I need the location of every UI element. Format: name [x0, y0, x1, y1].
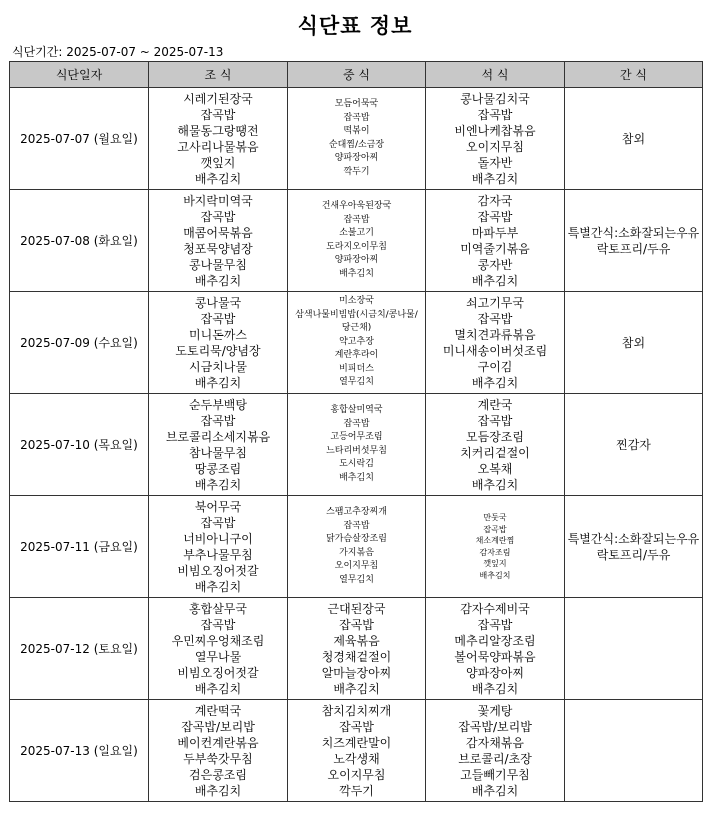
menu-item: 배추김치 — [194, 273, 242, 288]
menu-item: 청경채겉절이 — [321, 649, 392, 664]
menu-item: 땅콩조림 — [194, 461, 242, 476]
menu-item: 감자채볶음 — [466, 735, 524, 750]
menu-item: 고사리나물볶음 — [177, 139, 259, 154]
menu-item: 건새우아욱된장국 — [321, 201, 392, 211]
menu-item: 노각생채 — [333, 751, 380, 766]
menu-item: 홍합살무국 — [189, 601, 247, 616]
menu-item: 꽃게탕 — [477, 703, 513, 718]
breakfast-menu — [149, 91, 287, 187]
menu-item: 배추김치 — [333, 681, 380, 696]
menu-item: 잡곡밥 — [477, 107, 513, 122]
menu-item: 잡곡밥/보리밥 — [181, 719, 255, 734]
dinner-menu — [426, 703, 564, 799]
lunch-cell — [288, 190, 426, 292]
menu-item: 잡곡밥 — [483, 524, 507, 534]
header-snack: 간 식 — [565, 62, 703, 88]
menu-item: 삼색나물비빔밥(시금치/콩나물/ — [295, 309, 418, 320]
dinner-menu — [426, 397, 564, 493]
menu-item: 검은콩조림 — [189, 767, 247, 782]
menu-item: 매콤어묵볶음 — [183, 225, 253, 240]
menu-item: 북어무국 — [194, 499, 242, 514]
menu-item: 계란국 — [477, 397, 513, 412]
menu-item: 미니새송이버섯조림 — [442, 343, 548, 358]
menu-item: 당근채) — [341, 323, 372, 334]
menu-item: 오이지무침 — [327, 767, 386, 782]
meal-date: 2025-07-11 (금요일) — [10, 496, 149, 598]
menu-item: 계란떡국 — [194, 703, 242, 718]
menu-item: 잡곡밥 — [343, 520, 370, 531]
table-row — [10, 598, 703, 700]
menu-item: 배추김치 — [471, 477, 519, 492]
menu-item: 메추리알장조림 — [454, 633, 536, 648]
menu-item: 배추김치 — [471, 171, 519, 186]
dinner-cell — [426, 394, 565, 496]
menu-item: 너비아니구이 — [183, 531, 253, 546]
menu-item: 브로콜리소세지볶음 — [165, 429, 271, 444]
breakfast-menu — [149, 601, 287, 697]
menu-item: 잡곡밥 — [200, 413, 236, 428]
lunch-cell — [288, 394, 426, 496]
menu-item: 잡곡밥 — [477, 311, 513, 326]
breakfast-menu — [149, 703, 287, 799]
menu-item: 멸치견과류볶음 — [454, 327, 536, 342]
table-row — [10, 190, 703, 292]
dinner-cell — [426, 190, 565, 292]
breakfast-cell — [149, 598, 288, 700]
menu-item: 배추김치 — [194, 477, 242, 492]
menu-item: 열무나물 — [194, 649, 242, 664]
menu-item: 잡곡밥 — [339, 617, 374, 632]
breakfast-cell — [149, 292, 288, 394]
meal-table-body — [10, 88, 703, 802]
lunch-cell — [288, 598, 426, 700]
menu-item: 시금치나물 — [189, 359, 247, 374]
meal-date: 2025-07-13 (일요일) — [10, 700, 149, 802]
menu-item: 모듬장조림 — [466, 429, 524, 444]
menu-item: 배추김치 — [194, 681, 242, 696]
menu-item: 채소계란찜 — [475, 536, 515, 545]
menu-item: 배추김치 — [339, 472, 374, 483]
menu-item: 가지볶음 — [339, 547, 374, 558]
menu-item: 감자수제비국 — [460, 601, 530, 616]
menu-item: 잡곡밥 — [477, 209, 513, 224]
lunch-menu — [288, 98, 425, 179]
meal-date: 2025-07-08 (화요일) — [10, 190, 149, 292]
meal-date: 2025-07-12 (토요일) — [10, 598, 149, 700]
menu-item: 계란후라이 — [334, 350, 379, 361]
snack-item: 특별간식:소화잘되는우유 — [567, 531, 700, 546]
snack-cell — [565, 190, 703, 292]
menu-item: 양파장아찌 — [334, 255, 379, 265]
menu-item: 미역줄기볶음 — [460, 241, 530, 256]
menu-item: 배추김치 — [194, 579, 242, 594]
meal-table — [9, 61, 703, 802]
menu-item: 비엔나케찹볶음 — [454, 123, 536, 138]
breakfast-menu — [149, 295, 287, 391]
menu-item: 잡곡밥 — [200, 209, 236, 224]
menu-item: 바지락미역국 — [183, 193, 253, 208]
menu-item: 배추김치 — [479, 570, 511, 580]
menu-item: 배추김치 — [339, 268, 374, 279]
menu-item: 우민찌우엉채조림 — [171, 633, 265, 648]
breakfast-cell — [149, 394, 288, 496]
dinner-menu — [426, 295, 564, 391]
table-header-row — [10, 62, 703, 88]
dinner-cell — [426, 88, 565, 190]
dinner-cell — [426, 598, 565, 700]
menu-item: 깻잎지 — [483, 559, 507, 568]
menu-item: 비빔오징어젓갈 — [177, 665, 259, 680]
menu-item: 순두부백탕 — [189, 397, 247, 412]
menu-item: 마파두부 — [471, 225, 519, 240]
menu-item: 배추김치 — [194, 171, 242, 186]
menu-item: 잡곡밥 — [477, 617, 513, 632]
lunch-cell — [288, 88, 426, 190]
menu-item: 참나물무침 — [189, 445, 247, 460]
menu-item: 감자조림 — [479, 547, 511, 557]
menu-item: 제육볶음 — [333, 633, 380, 648]
meal-period: 식단기간: 2025-07-07 ~ 2025-07-13 — [12, 45, 224, 59]
menu-item: 잡곡밥 — [200, 107, 236, 122]
snack-item: 참외 — [621, 335, 646, 350]
menu-item: 소불고기 — [339, 228, 374, 238]
header-dinner: 석 식 — [426, 62, 565, 88]
lunch-menu — [288, 295, 425, 390]
menu-item: 깍두기 — [343, 166, 370, 177]
menu-item: 만둣국 — [483, 513, 507, 522]
lunch-menu — [288, 506, 425, 587]
menu-item: 쇠고기무국 — [466, 295, 524, 310]
menu-item: 해물동그랑땡전 — [177, 123, 259, 138]
menu-item: 도시락김 — [339, 459, 374, 469]
menu-item: 고들빼기무침 — [460, 767, 530, 782]
snack-item: 참외 — [621, 131, 646, 146]
menu-item: 느타리버섯무침 — [326, 445, 387, 456]
snack-cell — [565, 88, 703, 190]
menu-item: 치즈계란말이 — [321, 735, 392, 750]
menu-item: 닭가슴살장조림 — [326, 534, 387, 544]
menu-item: 오복채 — [477, 461, 513, 476]
lunch-cell — [288, 700, 426, 802]
menu-item: 잡곡밥 — [200, 515, 236, 530]
menu-item: 배추김치 — [471, 375, 519, 390]
meal-date: 2025-07-07 (월요일) — [10, 88, 149, 190]
menu-item: 참치김치찌개 — [321, 703, 392, 718]
menu-item: 열무김치 — [339, 377, 374, 388]
menu-item: 오이지무침 — [334, 561, 379, 571]
dinner-cell — [426, 292, 565, 394]
menu-item: 모듬어묵국 — [334, 99, 379, 109]
dinner-cell — [426, 496, 565, 598]
menu-item: 볼어묵양파볶음 — [454, 649, 536, 664]
menu-item: 배추김치 — [471, 273, 519, 288]
table-row — [10, 394, 703, 496]
menu-item: 잡곡밥 — [343, 112, 370, 123]
menu-item: 부추나물무침 — [183, 547, 253, 562]
snack-item: 특별간식:소화잘되는우유 — [567, 225, 700, 240]
lunch-menu — [288, 703, 425, 799]
menu-item: 잡곡밥/보리밥 — [458, 719, 532, 734]
menu-item: 배추김치 — [194, 375, 242, 390]
menu-item: 깍두기 — [339, 783, 374, 798]
snack-item: 락토프리/두유 — [596, 547, 671, 562]
menu-item: 깻잎지 — [200, 155, 236, 170]
breakfast-cell — [149, 190, 288, 292]
menu-item: 돌자반 — [477, 155, 513, 170]
menu-item: 열무김치 — [339, 574, 374, 585]
menu-item: 콩나물무침 — [189, 257, 247, 272]
header-lunch: 중 식 — [288, 62, 426, 88]
dinner-cell — [426, 700, 565, 802]
menu-item: 잡곡밥 — [200, 311, 236, 326]
snack-cell — [565, 496, 703, 598]
snack-cell — [565, 598, 703, 700]
menu-item: 미소장국 — [339, 296, 374, 307]
snack-cell — [565, 394, 703, 496]
lunch-menu — [288, 404, 425, 485]
lunch-cell — [288, 496, 426, 598]
snack-item: 락토프리/두유 — [596, 241, 671, 256]
header-date: 식단일자 — [10, 62, 149, 88]
menu-item: 비빔오징어젓갈 — [177, 563, 259, 578]
dinner-menu — [426, 91, 564, 187]
dinner-menu — [426, 512, 564, 581]
menu-item: 잡곡밥 — [339, 719, 374, 734]
menu-item: 잡곡밥 — [200, 617, 236, 632]
breakfast-menu — [149, 499, 287, 595]
menu-item: 두부쑥갓무침 — [183, 751, 253, 766]
menu-item: 치커리겉절이 — [460, 445, 530, 460]
menu-item: 홍합살미역국 — [330, 405, 383, 415]
snack-item: 찐감자 — [616, 437, 651, 452]
menu-item: 콩자반 — [477, 257, 513, 272]
menu-item: 시레기된장국 — [183, 91, 253, 106]
menu-item: 양파장아찌 — [466, 665, 524, 680]
menu-item: 베이컨계란볶음 — [177, 735, 259, 750]
dinner-menu — [426, 193, 564, 289]
menu-item: 구이김 — [477, 359, 513, 374]
table-row — [10, 496, 703, 598]
menu-item: 스팸고추장찌개 — [326, 507, 387, 517]
lunch-menu — [288, 601, 425, 697]
menu-item: 잡곡밥 — [343, 418, 370, 429]
menu-item: 배추김치 — [471, 681, 519, 696]
menu-item: 순대찜/소금장 — [328, 139, 385, 150]
page-title: 식단표 정보 — [297, 14, 413, 38]
menu-item: 브로콜리/초장 — [458, 751, 532, 766]
menu-item: 청포묵양념장 — [183, 241, 253, 256]
table-row — [10, 88, 703, 190]
breakfast-cell — [149, 700, 288, 802]
meal-date: 2025-07-10 (목요일) — [10, 394, 149, 496]
menu-item: 콩나물국 — [194, 295, 242, 310]
snack-cell — [565, 292, 703, 394]
menu-item: 도라지오이무침 — [326, 241, 387, 252]
breakfast-menu — [149, 193, 287, 289]
lunch-cell — [288, 292, 426, 394]
menu-item: 고등어무조림 — [330, 432, 383, 442]
table-row — [10, 292, 703, 394]
menu-item: 잡곡밥 — [343, 214, 370, 225]
menu-item: 오이지무침 — [466, 139, 524, 154]
table-row — [10, 700, 703, 802]
snack-cell — [565, 700, 703, 802]
menu-item: 배추김치 — [471, 783, 519, 798]
breakfast-cell — [149, 88, 288, 190]
meal-date: 2025-07-09 (수요일) — [10, 292, 149, 394]
menu-item: 도토리묵/양념장 — [175, 343, 261, 358]
menu-item: 양파장아찌 — [334, 153, 379, 163]
menu-item: 콩나물김치국 — [460, 91, 530, 106]
menu-item: 비피더스 — [339, 363, 374, 374]
header-breakfast: 조 식 — [149, 62, 288, 88]
menu-item: 떡볶이 — [343, 126, 370, 136]
lunch-menu — [288, 200, 425, 281]
menu-item: 잡곡밥 — [477, 413, 513, 428]
menu-item: 미니돈까스 — [189, 327, 247, 342]
menu-item: 약고추장 — [339, 336, 374, 347]
menu-item: 근대된장국 — [327, 601, 386, 616]
menu-item: 배추김치 — [194, 783, 242, 798]
breakfast-cell — [149, 496, 288, 598]
dinner-menu — [426, 601, 564, 697]
breakfast-menu — [149, 397, 287, 493]
menu-item: 알마늘장아찌 — [321, 665, 392, 680]
menu-item: 감자국 — [477, 193, 513, 208]
